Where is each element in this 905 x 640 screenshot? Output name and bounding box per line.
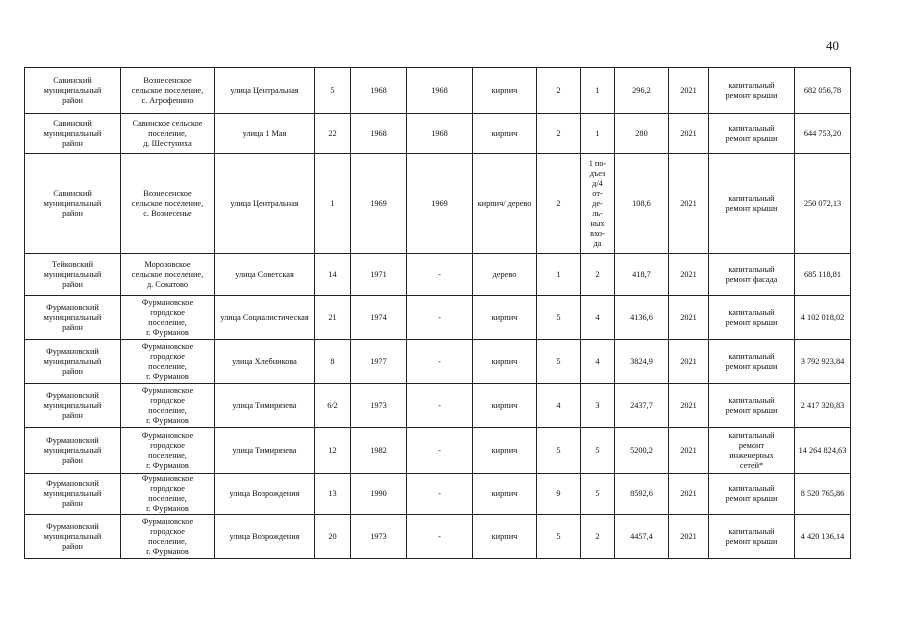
wall-material-cell: кирпич — [473, 114, 537, 154]
work-type-cell: капитальный ремонт крыши — [709, 296, 795, 340]
construction-year-cell: 1971 — [351, 254, 407, 296]
work-type-cell: капитальный ремонт инженерных сетей* — [709, 428, 795, 474]
table-row — [25, 254, 851, 296]
cost-cell: 685 118,81 — [795, 254, 851, 296]
floors-cell: 5 — [537, 515, 581, 559]
house-number-cell: 22 — [315, 114, 351, 154]
cost-cell: 644 753,20 — [795, 114, 851, 154]
table-row — [25, 515, 851, 559]
construction-year-cell: 1969 — [351, 154, 407, 254]
area-cell: 2437,7 — [615, 384, 669, 428]
commissioning-year-cell: 1968 — [407, 114, 473, 154]
entrances-cell: 3 — [581, 384, 615, 428]
commissioning-year-cell: 1969 — [407, 154, 473, 254]
commissioning-year-cell: - — [407, 296, 473, 340]
district-cell: Савинский муниципальный район — [25, 154, 121, 254]
wall-material-cell: кирпич — [473, 296, 537, 340]
table-row — [25, 296, 851, 340]
area-cell: 4136,6 — [615, 296, 669, 340]
settlement-cell: Морозовское сельское поселение, д. Сокатово — [121, 254, 215, 296]
cost-cell: 3 792 923,84 — [795, 340, 851, 384]
floors-cell: 2 — [537, 68, 581, 114]
table-row — [25, 474, 851, 515]
area-cell: 4457,4 — [615, 515, 669, 559]
settlement-cell: Вознесенское сельское поселение, с. Вознесенье — [121, 154, 215, 254]
area-cell: 3824,9 — [615, 340, 669, 384]
district-cell: Фурмановский муниципальный район — [25, 474, 121, 515]
work-type-cell: капитальный ремонт крыши — [709, 384, 795, 428]
construction-year-cell: 1973 — [351, 515, 407, 559]
repair-year-cell: 2021 — [669, 428, 709, 474]
floors-cell: 5 — [537, 428, 581, 474]
commissioning-year-cell: - — [407, 428, 473, 474]
housing-repair-table — [24, 67, 851, 559]
district-cell: Фурмановский муниципальный район — [25, 428, 121, 474]
construction-year-cell: 1974 — [351, 296, 407, 340]
district-cell: Фурмановский муниципальный район — [25, 515, 121, 559]
entrances-cell: 1 — [581, 68, 615, 114]
settlement-cell: Вознесенское сельское поселение, с. Агрофенино — [121, 68, 215, 114]
construction-year-cell: 1973 — [351, 384, 407, 428]
floors-cell: 2 — [537, 154, 581, 254]
repair-year-cell: 2021 — [669, 68, 709, 114]
house-number-cell: 21 — [315, 296, 351, 340]
entrances-cell: 5 — [581, 474, 615, 515]
house-number-cell: 1 — [315, 154, 351, 254]
work-type-cell: капитальный ремонт крыши — [709, 68, 795, 114]
entrances-cell: 2 — [581, 515, 615, 559]
floors-cell: 5 — [537, 296, 581, 340]
house-number-cell: 14 — [315, 254, 351, 296]
area-cell: 108,6 — [615, 154, 669, 254]
floors-cell: 1 — [537, 254, 581, 296]
commissioning-year-cell: - — [407, 474, 473, 515]
work-type-cell: капитальный ремонт крыши — [709, 114, 795, 154]
entrances-cell: 1 — [581, 114, 615, 154]
work-type-cell: капитальный ремонт фасада — [709, 254, 795, 296]
wall-material-cell: кирпич — [473, 384, 537, 428]
wall-material-cell: кирпич — [473, 428, 537, 474]
settlement-cell: Фурмановское городское поселение, г. Фурманов — [121, 340, 215, 384]
cost-cell: 14 264 824,63 — [795, 428, 851, 474]
district-cell: Фурмановский муниципальный район — [25, 384, 121, 428]
repair-year-cell: 2021 — [669, 114, 709, 154]
district-cell: Тейковский муниципальный район — [25, 254, 121, 296]
street-cell: улица Возрождения — [215, 515, 315, 559]
commissioning-year-cell: - — [407, 340, 473, 384]
floors-cell: 2 — [537, 114, 581, 154]
table-row — [25, 340, 851, 384]
house-number-cell: 13 — [315, 474, 351, 515]
area-cell: 280 — [615, 114, 669, 154]
cost-cell: 682 056,78 — [795, 68, 851, 114]
work-type-cell: капитальный ремонт крыши — [709, 154, 795, 254]
street-cell: улица Тимирязева — [215, 384, 315, 428]
street-cell: улица Советская — [215, 254, 315, 296]
table-row — [25, 114, 851, 154]
district-cell: Фурмановский муниципальный район — [25, 340, 121, 384]
wall-material-cell: кирпич/ дерево — [473, 154, 537, 254]
area-cell: 418,7 — [615, 254, 669, 296]
repair-year-cell: 2021 — [669, 474, 709, 515]
entrances-cell: 5 — [581, 428, 615, 474]
construction-year-cell: 1990 — [351, 474, 407, 515]
page-number: 40 — [826, 38, 839, 53]
entrances-cell: 1 по- дъез д/4 от- де- ль- ных вхо- да — [581, 154, 615, 254]
work-type-cell: капитальный ремонт крыши — [709, 474, 795, 515]
table-row — [25, 384, 851, 428]
wall-material-cell: кирпич — [473, 68, 537, 114]
commissioning-year-cell: 1968 — [407, 68, 473, 114]
district-cell: Савинский муниципальный район — [25, 114, 121, 154]
cost-cell: 250 072,13 — [795, 154, 851, 254]
settlement-cell: Фурмановское городское поселение, г. Фурманов — [121, 515, 215, 559]
floors-cell: 9 — [537, 474, 581, 515]
repair-year-cell: 2021 — [669, 340, 709, 384]
house-number-cell: 8 — [315, 340, 351, 384]
commissioning-year-cell: - — [407, 515, 473, 559]
construction-year-cell: 1977 — [351, 340, 407, 384]
cost-cell: 4 420 136,14 — [795, 515, 851, 559]
work-type-cell: капитальный ремонт крыши — [709, 340, 795, 384]
repair-year-cell: 2021 — [669, 384, 709, 428]
construction-year-cell: 1968 — [351, 114, 407, 154]
settlement-cell: Фурмановское городское поселение, г. Фурманов — [121, 296, 215, 340]
area-cell: 8592,6 — [615, 474, 669, 515]
wall-material-cell: кирпич — [473, 340, 537, 384]
street-cell: улица 1 Мая — [215, 114, 315, 154]
table-row — [25, 428, 851, 474]
commissioning-year-cell: - — [407, 384, 473, 428]
table-row — [25, 68, 851, 114]
area-cell: 296,2 — [615, 68, 669, 114]
work-type-cell: капитальный ремонт крыши — [709, 515, 795, 559]
street-cell: улица Социалистическая — [215, 296, 315, 340]
table-row — [25, 154, 851, 254]
repair-year-cell: 2021 — [669, 254, 709, 296]
street-cell: улица Тимирязева — [215, 428, 315, 474]
construction-year-cell: 1968 — [351, 68, 407, 114]
entrances-cell: 4 — [581, 296, 615, 340]
street-cell: улица Центральная — [215, 68, 315, 114]
house-number-cell: 20 — [315, 515, 351, 559]
repair-year-cell: 2021 — [669, 296, 709, 340]
settlement-cell: Фурмановское городское поселение, г. Фурманов — [121, 474, 215, 515]
cost-cell: 2 417 320,83 — [795, 384, 851, 428]
commissioning-year-cell: - — [407, 254, 473, 296]
wall-material-cell: кирпич — [473, 474, 537, 515]
street-cell: улица Центральная — [215, 154, 315, 254]
area-cell: 5200,2 — [615, 428, 669, 474]
wall-material-cell: кирпич — [473, 515, 537, 559]
street-cell: улица Возрождения — [215, 474, 315, 515]
district-cell: Фурмановский муниципальный район — [25, 296, 121, 340]
cost-cell: 8 520 765,86 — [795, 474, 851, 515]
repair-year-cell: 2021 — [669, 515, 709, 559]
entrances-cell: 2 — [581, 254, 615, 296]
house-number-cell: 6/2 — [315, 384, 351, 428]
district-cell: Савинский муниципальный район — [25, 68, 121, 114]
settlement-cell: Фурмановское городское поселение, г. Фурманов — [121, 428, 215, 474]
house-number-cell: 5 — [315, 68, 351, 114]
floors-cell: 4 — [537, 384, 581, 428]
settlement-cell: Фурмановское городское поселение, г. Фурманов — [121, 384, 215, 428]
construction-year-cell: 1982 — [351, 428, 407, 474]
cost-cell: 4 102 018,02 — [795, 296, 851, 340]
street-cell: улица Хлебникова — [215, 340, 315, 384]
floors-cell: 5 — [537, 340, 581, 384]
table-body — [25, 68, 851, 559]
wall-material-cell: дерево — [473, 254, 537, 296]
house-number-cell: 12 — [315, 428, 351, 474]
repair-year-cell: 2021 — [669, 154, 709, 254]
entrances-cell: 4 — [581, 340, 615, 384]
settlement-cell: Савинское сельское поселение, д. Шестуниха — [121, 114, 215, 154]
